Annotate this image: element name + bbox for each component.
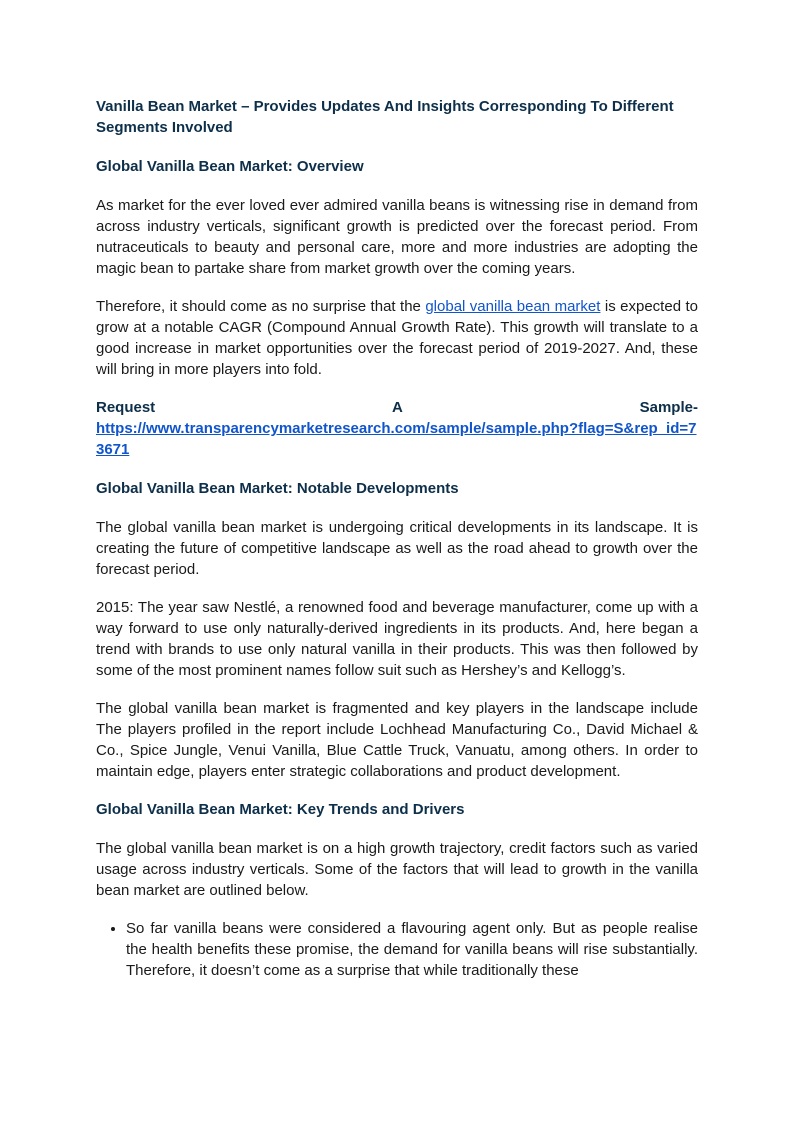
request-sample-row (96, 397, 698, 418)
heading-overview: Global Vanilla Bean Market: Overview (96, 158, 364, 175)
overview-paragraph-1: As market for the ever loved ever admired vanilla beans is witnessing rise in demand from across industry verticals, significant growth is predicted over the forecast period. From nutraceuticals to beauty and personal care, more and more industries are adopting the magic bean to partake share from market growth over the coming years. (96, 197, 698, 277)
request-sample (96, 397, 698, 460)
developments-paragraph-1: The global vanilla bean market is undergoing critical developments in its landscape. It is creating the future of competitive landscape as well as the road ahead to growth over the forecast period. (96, 519, 698, 578)
trends-paragraph-1: The global vanilla bean market is on a high growth trajectory, credit factors such as varied usage across industry verticals. Some of the factors that will lead to growth in the vanilla bean market are outlined below. (96, 840, 698, 899)
trends-bullet-item: • So far vanilla beans were considered a flavouring agent only. But as people realise the health benefits these promise, the demand for vanilla beans will rise substantially. Therefore, it doesn’t come as a surprise that while traditionally these (126, 918, 698, 981)
request-a-word: A (391, 399, 403, 416)
developments-paragraph-2: 2015: The year saw Nestlé, a renowned food and beverage manufacturer, come up with a way forward to use only naturally-derived ingredients in its products. And, here began a trend with brands to use only natural vanilla in their products. This was then followed by some of the most prominent names follow suit such as Hershey’s and Kellogg’s. (96, 599, 698, 679)
request-sample-word: Sample- (639, 399, 698, 416)
overview-paragraph-2 (96, 296, 698, 380)
heading-developments: Global Vanilla Bean Market: Notable Developments (96, 480, 459, 497)
market-link[interactable]: global vanilla bean market (425, 298, 601, 315)
developments-paragraph-3: The global vanilla bean market is fragmented and key players in the landscape include The players profiled in the report include Lochhead Manufacturing Co., David Michael & Co., Spice Jungle, Venui Vanilla, Blue Cattle Truck, Vanuatu, among others. In order to maintain edge, players enter strategic collaborations and product development. (96, 700, 698, 780)
sample-request-link[interactable]: https://www.transparencymarketresearch.com/sample/sample.php?flag=S&rep_id=73671 (96, 420, 697, 458)
document-title: Vanilla Bean Market – Provides Updates And Insights Corresponding To Different Segments Involved (96, 98, 674, 136)
trends-bullet-list (96, 918, 698, 981)
heading-trends: Global Vanilla Bean Market: Key Trends and Drivers (96, 801, 465, 818)
request-word: Request (96, 399, 156, 416)
overview-text-after-link: is expected to grow at a notable CAGR (Compound Annual Growth Rate). This growth will translate to a good increase in market opportunities over the forecast period of 2019-2027. And, these will bring in more players into fold. (96, 298, 698, 378)
overview-text-before-link: Therefore, it should come as no surprise that the (96, 298, 426, 315)
